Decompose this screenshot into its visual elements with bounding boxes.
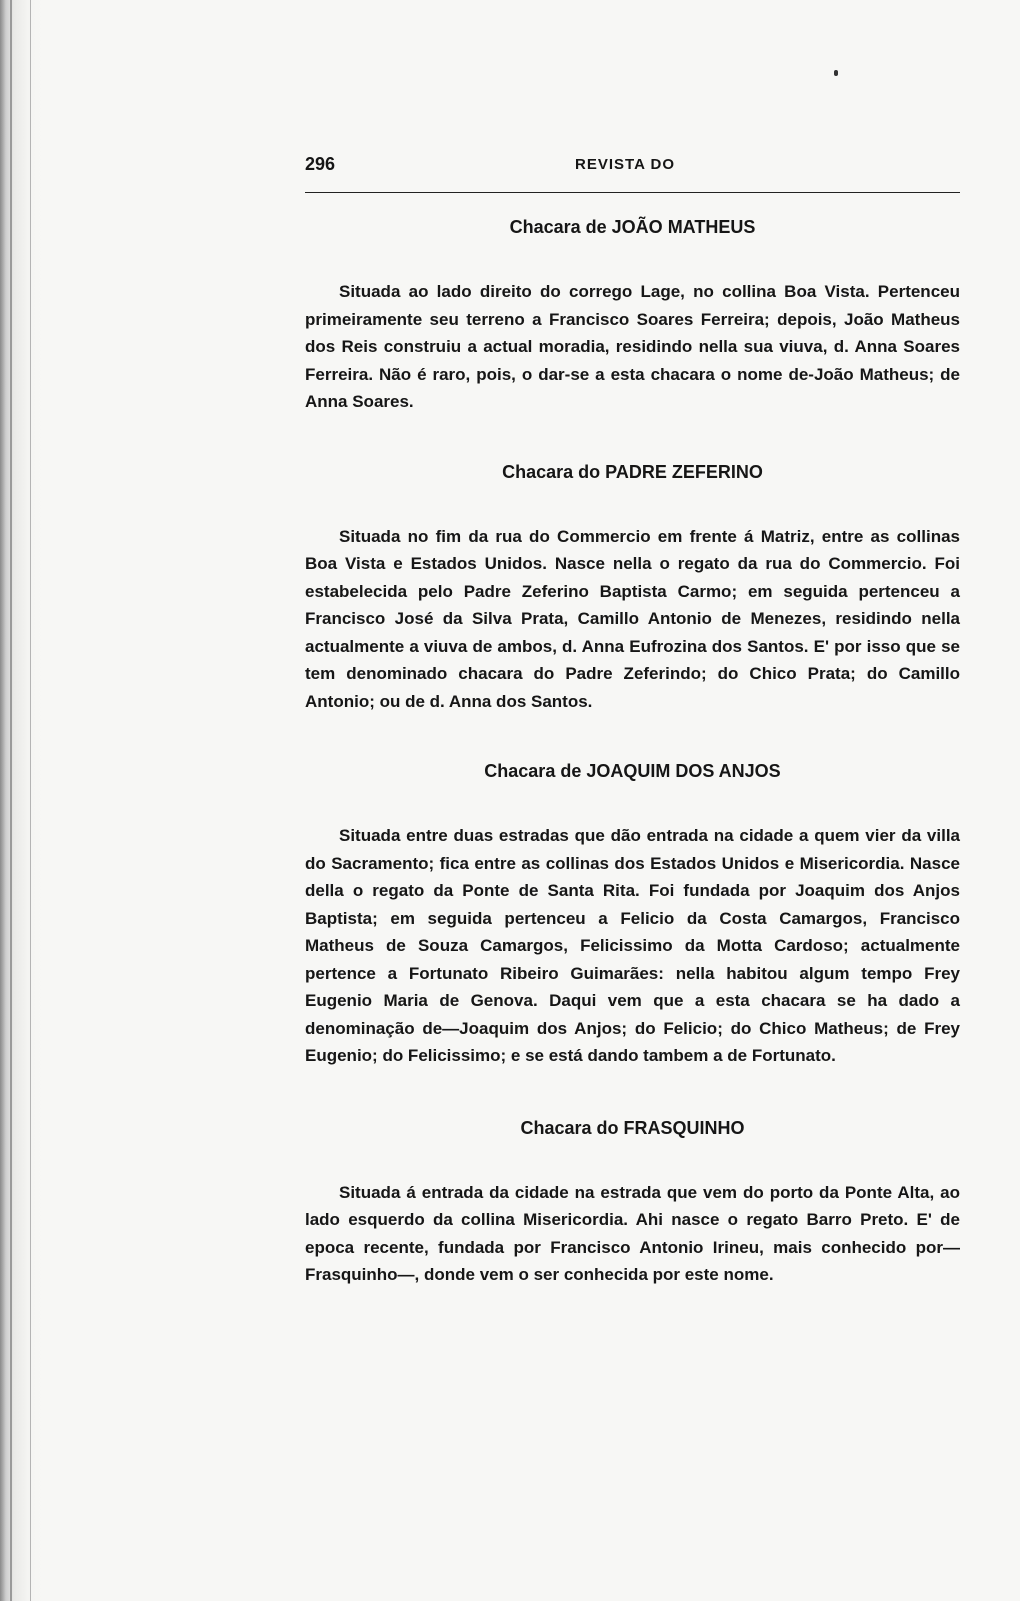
page-content [305, 150, 960, 1289]
section-title: Chacara de JOÃO MATHEUS [509, 217, 756, 237]
section-title: Chacara do PADRE ZEFERINO [502, 461, 763, 482]
binding-line [10, 0, 12, 1601]
section-body: Situada ao lado direito do corrego Lage, no collina Boa Vista. Pertenceu primeiramente seu terreno a Francisco Soares Ferreira; depois, João Matheus dos Reis construiu a actual moradia, residindo nella sua viuva, d. Anna Soares Ferreira. Não é raro, pois, o dar-se a esta chacara o nome de-João Matheus; de Anna Soares. [305, 282, 960, 411]
running-head [305, 150, 960, 178]
ink-speck [834, 70, 838, 76]
page-binding-shadow [0, 0, 42, 1601]
section-body: Situada no fim da rua do Commercio em frente á Matriz, entre as collinas Boa Vista e Estados Unidos. Nasce nella o regato da rua do Commercio. Foi estabelecida pelo Padre Zeferino Baptista Carmo; em seguida pertenceu a Francisco José da Silva Prata, Camillo Antonio de Menezes, residindo nella actualmente a viuva de ambos, d. Anna Eufrozina dos Santos. E' por isso que se tem denominado chacara do Padre Zeferindo; do Chico Prata; do Camillo Antonio; ou de d. Anna dos Santos. [305, 526, 960, 711]
section-padre-zeferino [305, 462, 960, 716]
section-title: Chacara do FRASQUINHO [520, 1117, 745, 1138]
section-joao-matheus [305, 217, 960, 416]
section-body: Situada á entrada da cidade na estrada que vem do porto da Ponte Alta, ao lado esquerdo da collina Misericordia. Ahi nasce o regato Barro Preto. E' de epoca recente, fundada por Francisco Antonio Irineu, mais conhecido por—Frasquinho—, donde vem o ser conhecida por este nome. [305, 1182, 960, 1284]
section-title: Chacara de JOAQUIM DOS ANJOS [484, 761, 781, 781]
page-number: 296 [305, 154, 336, 174]
section-frasquinho [305, 1118, 960, 1289]
section-joaquim-dos-anjos [305, 761, 960, 1070]
binding-line [30, 0, 31, 1601]
section-body: Situada entre duas estradas que dão entrada na cidade a quem vier da villa do Sacramento; fica entre as collinas dos Estados Unidos e Misericordia. Nasce della o regato da Ponte de Santa Rita. Foi fundada por Joaquim dos Anjos Baptista; em seguida pertenceu a Felicio da Costa Camargos, Francisco Matheus de Souza Camargos, Felicissimo da Motta Cardoso; actualmente pertence a Fortunato Ribeiro Guimarães: nella habitou algum tempo Frey Eugenio Maria de Genova. Daqui vem que a esta chacara se ha dado a denominação de—Joaquim dos Anjos; do Felicio; do Chico Matheus; de Frey Eugenio; do Felicissimo; e se está dando tambem a de Fortunato. [305, 826, 960, 1065]
header-rule [305, 192, 960, 193]
running-title: REVISTA DO [575, 156, 676, 173]
